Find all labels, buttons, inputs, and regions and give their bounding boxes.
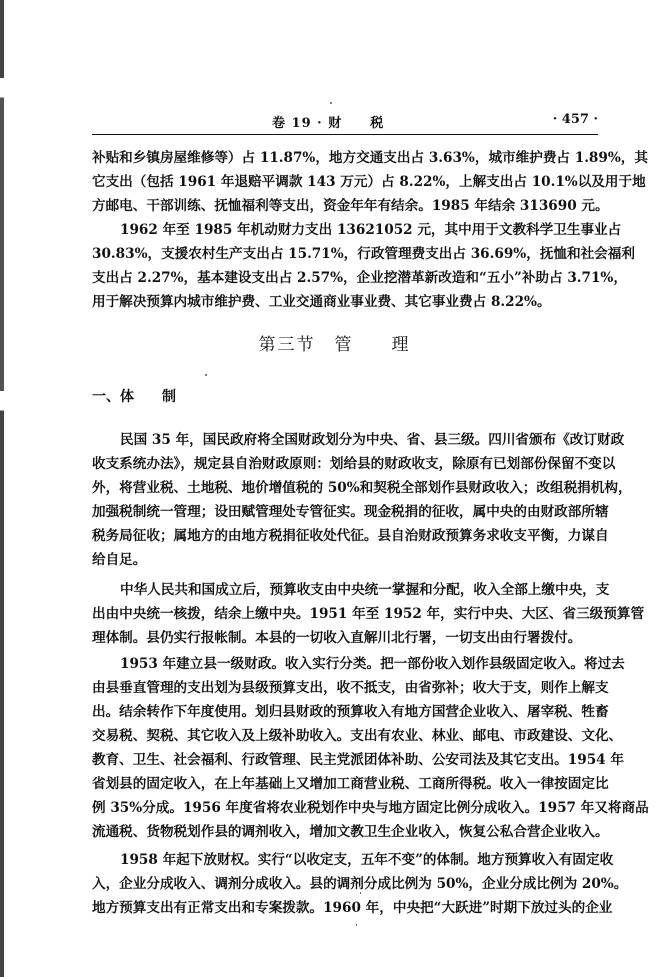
paragraph-4 <box>92 578 645 650</box>
paragraph-5 <box>92 652 649 844</box>
text-line: 1958 年起下放财权。实行“以收定支，五年不变”的体制。地方预算收入有固定收 <box>120 852 614 868</box>
text-line: 中华人民共和国成立后，预算收支由中央统一掌握和分配，收入全部上缴中央，支 <box>120 582 610 598</box>
text-line: 地方预算支出有正常支出和专案拨款。1960 年，中央把“大跃进”时期下放过头的企业 <box>92 900 613 916</box>
text-line: 入，企业分成收入、调剂分成收入。县的调剂分成比例为 50%，企业分成比例为 20%。 <box>92 876 628 892</box>
subheading: 一、体 制 <box>92 389 176 405</box>
text-line: 税务局征收；属地方的由地方税捐征收处代征。县自治财政预算务求收支平衡，力谋自 <box>92 528 609 544</box>
scan-speck <box>356 924 357 926</box>
text-line: 外，将营业税、土地税、地价增值税的 50%和契税全部划作县财政收入；改组税捐机构， <box>92 480 632 496</box>
text-line: 1953 年建立县一级财政。收入实行分类。把一部份收入划作县级固定收入。将过去 <box>120 656 625 672</box>
text-line: 收支系统办法》，规定县自治财政原则：划给县的财政收支，除原有已划部份保留不变以 <box>92 456 616 472</box>
text-line: 交易税、契税、其它收入及上级补助收入。支出有农业、林业、邮电、市政建设、文化、 <box>92 728 623 744</box>
paragraph-2 <box>92 218 635 314</box>
paragraph-6 <box>92 848 628 920</box>
text-line: 出由中央统一核拨，结余上缴中央。1951 年至 1952 年，实行中央、大区、省三级预算管 <box>92 606 645 622</box>
header-rule <box>92 134 598 135</box>
text-line: 省划县的固定收入，在上年基础上又增加工商营业税、工商所得税。收入一律按固定比 <box>92 776 609 792</box>
scan-speck <box>205 374 207 376</box>
text-line: 30.83%，支援农村生产支出占 15.71%，行政管理费支出占 36.69%，抚恤和社会福利 <box>92 246 635 262</box>
text-line: 理体制。县仍实行报帐制。本县的一切收入直解川北行署，一切支出由行署拨付。 <box>92 630 582 646</box>
text-line: 民国 35 年，国民政府将全国财政划分为中央、省、县三级。四川省颁布《改订财政 <box>120 432 625 448</box>
paragraph-1 <box>92 146 648 218</box>
text-line: 补贴和乡镇房屋维修等）占 11.87%，地方交通支出占 3.63%，城市维护费占 1.89%，其 <box>92 150 648 166</box>
page-binding-edge <box>0 0 4 977</box>
paragraph-3 <box>92 428 632 572</box>
text-line: 加强税制统一管理；设田赋管理处专管征实。现金税捐的征收，属中央的由财政部所辖 <box>92 504 609 520</box>
text-line: 给自足。 <box>92 552 147 568</box>
scan-speck <box>330 102 332 104</box>
section-title: 第三节 管 理 <box>258 335 411 355</box>
page-number: · 457 · <box>552 112 598 127</box>
text-line: 它支出（包括 1961 年退赔平调款 143 万元）占 8.22%，上解支出占 10.1%以及用于地 <box>92 174 646 190</box>
scan-speck <box>360 892 361 894</box>
text-line: 由县垂直管理的支出划为县级预算支出，收不抵支，由省弥补；收大于支，则作上解支 <box>92 680 609 696</box>
text-line: 教育、卫生、社会福利、行政管理、民主党派团体补助、公安司法及其它支出。1954 年 <box>92 752 624 768</box>
text-line: 例 35%分成。1956 年度省将农业税划作中央与地方固定比例分成收入。1957 年又将商品 <box>92 800 649 816</box>
text-line: 流通税、货物税划作县的调剂收入，增加文教卫生企业收入，恢复公私合营企业收入。 <box>92 824 609 840</box>
header-title: 卷 19 · 财 税 <box>272 116 385 131</box>
text-line: 用于解决预算内城市维护费、工业交通商业事业费、其它事业费占 8.22%。 <box>92 294 551 310</box>
text-line: 方邮电、干部训练、抚恤福利等支出，资金年年有结余。1985 年结余 313690 元。 <box>92 198 609 214</box>
running-header <box>92 112 598 132</box>
text-line: 1962 年至 1985 年机动财力支出 13621052 元，其中用于文教科学卫生事业占 <box>120 222 622 238</box>
text-line: 出。结余转作下年度使用。划归县财政的预算收入有地方国营企业收入、屠宰税、牲畜 <box>92 704 609 720</box>
text-line: 支出占 2.27%，基本建设支出占 2.57%，企业挖潜革新改造和“五小”补助占 3.71%， <box>92 270 627 286</box>
